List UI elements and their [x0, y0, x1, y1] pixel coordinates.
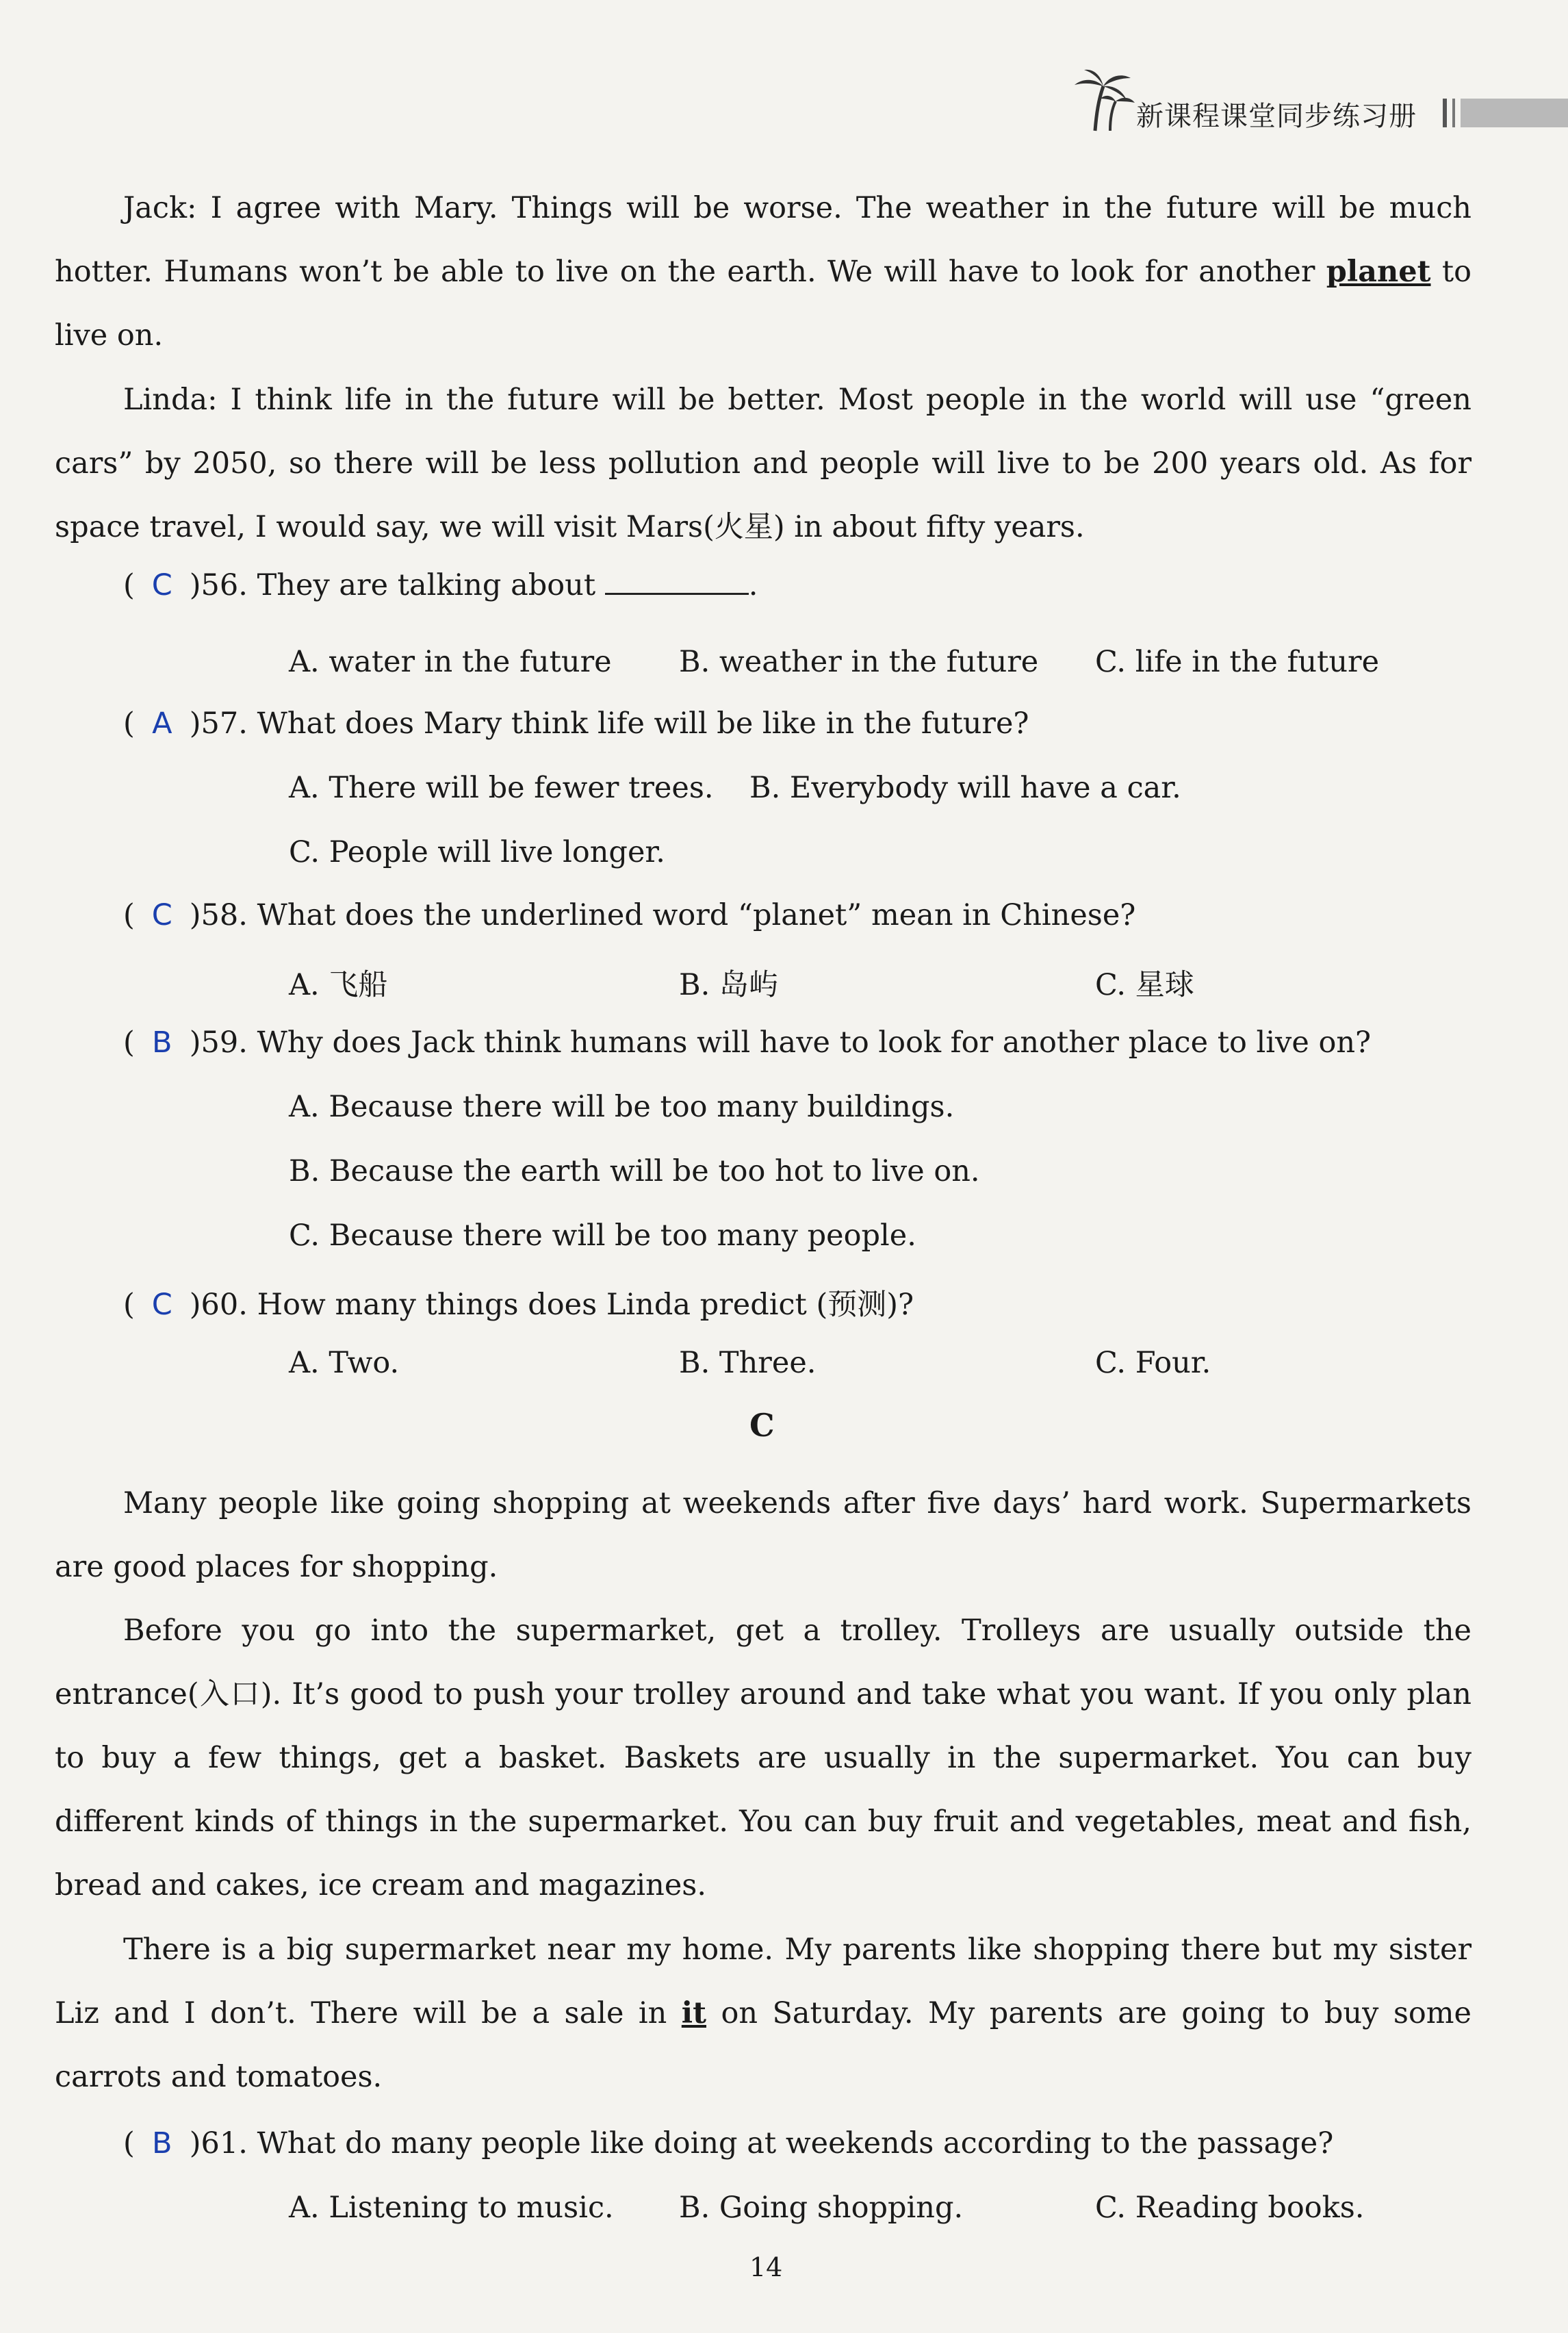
- option-58-a: A. 飞船: [289, 968, 388, 1002]
- option-61-c: C. Reading books.: [1095, 2191, 1365, 2225]
- question-58: ( C )58. What does the underlined word “planet” mean in Chinese?: [123, 898, 1136, 932]
- answer-57: A: [152, 706, 172, 741]
- answer-blank: [605, 572, 749, 595]
- question-59: ( B )59. Why does Jack think humans will have to look for another place to live on?: [123, 1025, 1372, 1060]
- answer-61: B: [152, 2126, 172, 2160]
- underlined-word-it: it: [681, 1996, 706, 2030]
- workbook-title: 新课程课堂同步练习册: [1136, 101, 1417, 132]
- option-61-a: A. Listening to music.: [289, 2191, 614, 2225]
- option-58-b: B. 岛屿: [679, 968, 778, 1002]
- answer-60: C: [151, 1288, 172, 1322]
- option-59-b: B. Because the earth will be too hot to live on.: [289, 1154, 980, 1188]
- option-60-c: C. Four.: [1095, 1346, 1211, 1380]
- option-56-a: A. water in the future: [289, 645, 612, 679]
- option-59-c: C. Because there will be too many people.: [289, 1219, 916, 1253]
- passage-c-paragraph-1: Many people like going shopping at weekends after five days’ hard work. Supermarkets are good places for shopping.: [55, 1486, 1471, 1584]
- underlined-word-planet: planet: [1326, 255, 1431, 289]
- palm-tree-icon: [1068, 66, 1136, 134]
- passage-paragraph-jack: Jack: I agree with Mary. Things will be worse. The weather in the future will be much hotter. Humans won’t be able to live on the earth. We will have to look for another planet to live on.: [55, 191, 1471, 353]
- answer-59: B: [152, 1025, 172, 1060]
- question-57: ( A )57. What does Mary think life will be like in the future?: [123, 706, 1029, 741]
- option-57-c: C. People will live longer.: [289, 835, 665, 869]
- passage-c-paragraph-2: Before you go into the supermarket, get a trolley. Trolleys are usually outside the entrance(入口). It’s good to push your trolley around and take what you want. If you only plan to buy a few things, get a basket. Baskets are usually in the supermarket. You can buy different kinds of things in the supermarket. You can buy fruit and vegetables, meat and fish, bread and cakes, ice cream and magazines.: [55, 1614, 1471, 1902]
- option-56-c: C. life in the future: [1095, 645, 1380, 679]
- question-60: ( C )60. How many things does Linda predict (预测)?: [123, 1288, 914, 1322]
- option-60-b: B. Three.: [679, 1346, 817, 1380]
- passage-paragraph-linda: Linda: I think life in the future will be better. Most people in the world will use “green cars” by 2050, so there will be less pollution and people will live to be 200 years old. As for space travel, I would say, we will visit Mars(火星) in about fifty years.: [55, 383, 1471, 544]
- option-61-b: B. Going shopping.: [679, 2191, 964, 2225]
- option-56-b: B. weather in the future: [679, 645, 1039, 679]
- answer-58: C: [151, 898, 172, 932]
- page-number: 14: [749, 2252, 783, 2282]
- header-decoration: [1443, 99, 1568, 127]
- answer-56: C: [151, 568, 172, 602]
- section-heading-c: C: [749, 1407, 775, 1444]
- option-59-a: A. Because there will be too many buildings.: [289, 1090, 955, 1124]
- option-57-a: A. There will be fewer trees.: [289, 771, 714, 805]
- page-header: [1068, 66, 1568, 141]
- option-58-c: C. 星球: [1095, 968, 1194, 1002]
- question-56: ( C )56. They are talking about .: [123, 568, 758, 602]
- question-61: ( B )61. What do many people like doing at weekends according to the passage?: [123, 2126, 1334, 2160]
- option-57-b: B. Everybody will have a car.: [749, 771, 1181, 805]
- passage-c-paragraph-3: There is a big supermarket near my home. My parents like shopping there but my sister Liz and I don’t. There will be a sale in it on Saturday. My parents are going to buy some carrots and tomatoes.: [55, 1933, 1471, 2094]
- option-60-a: A. Two.: [289, 1346, 400, 1380]
